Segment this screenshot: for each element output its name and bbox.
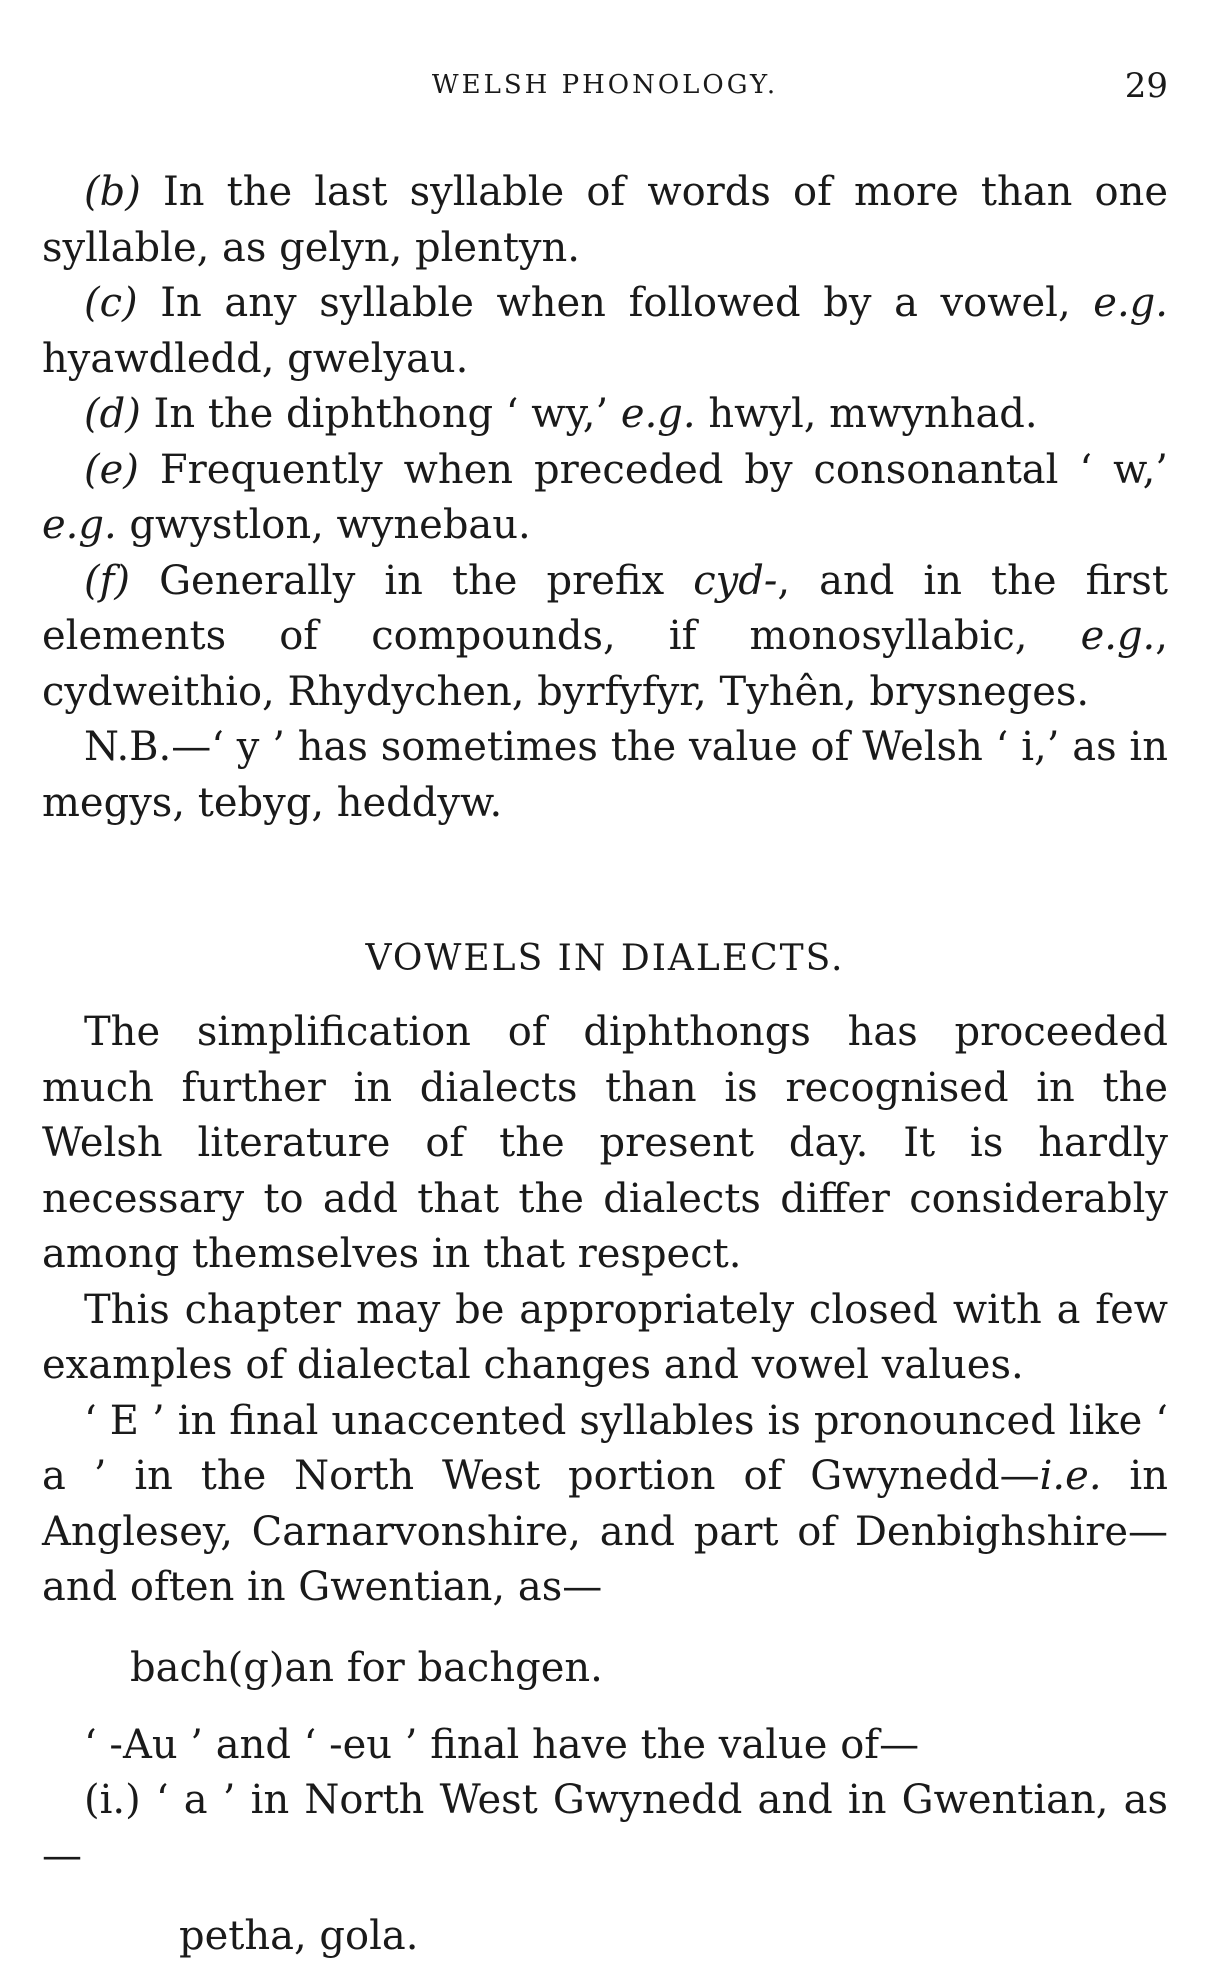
paragraph-b-text: In the last syllable of words of more than one syllable, as gelyn, plentyn. xyxy=(42,169,1168,271)
paragraph-c-eg: e.g. xyxy=(1093,280,1168,326)
paragraph-e-text-1: Frequently when preceded by consonantal ‘ w,’ xyxy=(138,446,1168,493)
item-label-f: (f) xyxy=(84,557,131,604)
page-body xyxy=(42,165,1168,1964)
paragraph-d xyxy=(42,387,1168,443)
paragraph-nb: N.B.—‘ y ’ has sometimes the value of Welsh ‘ i,’ as in megys, tebyg, heddyw. xyxy=(42,724,1168,826)
section-paragraph-3-text-1: ‘ E ’ in final unaccented syllables is pronounced like ‘ a ’ in the North West portion of Gwynedd— xyxy=(42,1397,1168,1499)
paragraph-f-prefix: cyd- xyxy=(693,557,778,604)
paragraph-f-text-1: Generally in the prefix xyxy=(130,557,694,604)
paragraph-f-eg: e.g. xyxy=(1080,613,1156,659)
paragraph-e-eg: e.g. xyxy=(42,502,117,548)
item-label-b: (b) xyxy=(84,169,141,215)
paragraph-b xyxy=(42,165,1168,276)
item-label-e: (e) xyxy=(84,446,139,493)
section-paragraph-1: The simplification of diphthongs has proceeded much further in dialects than is recognised in the Welsh literature of the present day. It is hardly necessary to add that the dialects differ considerably among themselves in that respect. xyxy=(42,1009,1168,1277)
paragraph-e xyxy=(42,443,1168,554)
paragraph-e-text-2: gwystlon, wynebau. xyxy=(116,502,531,548)
paragraph-f xyxy=(42,554,1168,721)
page-number: 29 xyxy=(1124,66,1168,106)
section-heading: VOWELS IN DIALECTS. xyxy=(365,938,845,979)
section-paragraph-3-text-2: in Anglesey, Carnarvonshire, and part of Denbighshire—and often in Gwentian, as— xyxy=(42,1453,1168,1610)
paragraph-d-text-1: In the diphthong ‘ wy,’ xyxy=(140,391,621,437)
page-header xyxy=(42,66,1168,110)
paragraph-d-text-2: hwyl, mwynhad. xyxy=(695,391,1038,437)
section-paragraph-3 xyxy=(42,1394,1168,1616)
paragraph-c-text-1: In any syllable when followed by a vowel, xyxy=(137,280,1094,326)
example-2: petha, gola. xyxy=(179,1913,419,1959)
section-paragraph-4: ‘ -Au ’ and ‘ -eu ’ final have the value of— xyxy=(84,1721,920,1768)
paragraph-c-text-2: hyawdledd, gwelyau. xyxy=(42,335,469,382)
paragraph-f-text-2: , and in the first elements of compounds, if monosyllabic, xyxy=(42,557,1168,659)
section-paragraph-5: (i.) ‘ a ’ in North West Gwynedd and in Gwentian, as— xyxy=(42,1777,1168,1879)
example-1: bach(g)an for bachgen. xyxy=(130,1644,603,1691)
section-paragraph-3-ie: i.e. xyxy=(1039,1453,1102,1499)
running-title: WELSH PHONOLOGY. xyxy=(431,70,779,100)
item-label-c: (c) xyxy=(84,280,138,326)
item-label-d: (d) xyxy=(84,391,141,437)
section-paragraph-2: This chapter may be appropriately closed with a few examples of dialectal changes and vowel values. xyxy=(42,1286,1168,1388)
paragraph-c xyxy=(42,276,1168,387)
paragraph-d-eg: e.g. xyxy=(620,391,696,437)
paragraph-f-text-3: , cydweithio, Rhydychen, byrfyfyr, Tyhên, brysneges. xyxy=(42,613,1168,715)
